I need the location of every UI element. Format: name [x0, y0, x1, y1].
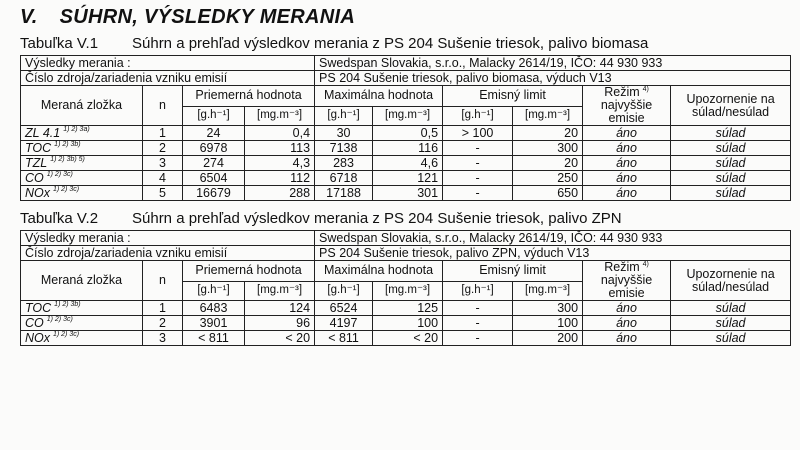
cell-max-gh: 7138 [315, 141, 373, 156]
info-row [21, 71, 791, 86]
component-name [21, 331, 143, 346]
table-caption [20, 35, 790, 52]
cell-max-mg: 121 [373, 171, 443, 186]
component-footnote: 1) 2) 3b) 5) [50, 156, 85, 163]
cell-max-mg: 116 [373, 141, 443, 156]
info-value: PS 204 Sušenie triesok, palivo biomasa, výduch V13 [315, 71, 791, 86]
cell-status: súlad [671, 156, 791, 171]
header-regime [583, 261, 671, 301]
unit-mgm: [mg.m⁻³] [373, 106, 443, 125]
header-regime-title: Režim [604, 85, 640, 99]
cell-avg-gh: 274 [183, 156, 245, 171]
cell-max-mg: 301 [373, 186, 443, 201]
table-caption-text: Súhrn a prehľad výsledkov merania z PS 204 Sušenie triesok, palivo ZPN [132, 210, 622, 227]
cell-avg-gh: 6978 [183, 141, 245, 156]
cell-regime: áno [583, 316, 671, 331]
unit-mgm: [mg.m⁻³] [245, 106, 315, 125]
info-label: Výsledky merania : [21, 56, 315, 71]
header-n: n [143, 261, 183, 301]
unit-gh: [g.h⁻¹] [183, 106, 245, 125]
component-footnote: 1) 2) 3c) [46, 171, 73, 178]
cell-max-gh: < 811 [315, 331, 373, 346]
table-row [21, 156, 791, 171]
header-regime-note: 4) [642, 86, 649, 93]
cell-limit-mg: 20 [513, 156, 583, 171]
table-label: Tabuľka V.2 [20, 210, 99, 227]
info-value: PS 204 Sušenie triesok, palivo ZPN, výduch V13 [315, 246, 791, 261]
cell-limit-mg: 300 [513, 141, 583, 156]
cell-n: 4 [143, 171, 183, 186]
info-row [21, 246, 791, 261]
info-label: Číslo zdroja/zariadenia vzniku emisií [21, 71, 315, 86]
unit-gh: [g.h⁻¹] [315, 106, 373, 125]
cell-limit-gh: - [443, 141, 513, 156]
info-label: Výsledky merania : [21, 231, 315, 246]
cell-status: súlad [671, 171, 791, 186]
cell-max-mg: 4,6 [373, 156, 443, 171]
component-name [21, 126, 143, 141]
cell-regime: áno [583, 156, 671, 171]
cell-avg-mg: 0,4 [245, 126, 315, 141]
component-label: CO [25, 171, 44, 185]
cell-status: súlad [671, 331, 791, 346]
header-limit: Emisný limit [443, 261, 583, 282]
cell-limit-gh: - [443, 186, 513, 201]
cell-avg-gh: 3901 [183, 316, 245, 331]
cell-max-mg: 100 [373, 316, 443, 331]
cell-max-gh: 4197 [315, 316, 373, 331]
header-maximum: Maximálna hodnota [315, 86, 443, 107]
cell-limit-gh: - [443, 316, 513, 331]
results-table [20, 230, 791, 346]
cell-regime: áno [583, 331, 671, 346]
component-label: TOC [25, 301, 52, 315]
table-row [21, 141, 791, 156]
cell-limit-gh: - [443, 171, 513, 186]
component-label: TZL [25, 156, 48, 170]
info-value: Swedspan Slovakia, s.r.o., Malacky 2614/19, IČO: 44 930 933 [315, 56, 791, 71]
header-row [21, 261, 791, 282]
table-label: Tabuľka V.1 [20, 35, 99, 52]
component-name [21, 156, 143, 171]
cell-avg-mg: 113 [245, 141, 315, 156]
component-name [21, 171, 143, 186]
cell-regime: áno [583, 141, 671, 156]
cell-status: súlad [671, 301, 791, 316]
table-row [21, 301, 791, 316]
cell-avg-mg: 112 [245, 171, 315, 186]
component-footnote: 1) 2) 3c) [46, 316, 73, 323]
cell-regime: áno [583, 186, 671, 201]
cell-avg-gh: 6504 [183, 171, 245, 186]
cell-n: 1 [143, 301, 183, 316]
header-average: Priemerná hodnota [183, 261, 315, 282]
table-row [21, 171, 791, 186]
unit-gh: [g.h⁻¹] [315, 281, 373, 300]
cell-regime: áno [583, 126, 671, 141]
table-row [21, 126, 791, 141]
component-footnote: 1) 2) 3c) [53, 186, 80, 193]
table-caption-text: Súhrn a prehľad výsledkov merania z PS 204 Sušenie triesok, palivo biomasa [132, 35, 649, 52]
info-label: Číslo zdroja/zariadenia vzniku emisií [21, 246, 315, 261]
cell-n: 3 [143, 156, 183, 171]
cell-n: 3 [143, 331, 183, 346]
unit-gh: [g.h⁻¹] [443, 281, 513, 300]
cell-max-gh: 283 [315, 156, 373, 171]
unit-mgm: [mg.m⁻³] [513, 106, 583, 125]
component-footnote: 1) 2) 3b) [54, 141, 81, 148]
component-footnote: 1) 2) 3c) [53, 331, 80, 338]
component-footnote: 1) 2) 3a) [63, 126, 90, 133]
header-regime-title: Režim [604, 260, 640, 274]
cell-n: 5 [143, 186, 183, 201]
cell-limit-mg: 250 [513, 171, 583, 186]
cell-regime: áno [583, 301, 671, 316]
unit-gh: [g.h⁻¹] [443, 106, 513, 125]
cell-limit-gh: > 100 [443, 126, 513, 141]
header-warning: Upozornenie na súlad/nesúlad [671, 261, 791, 301]
header-row [21, 86, 791, 107]
cell-n: 2 [143, 316, 183, 331]
cell-limit-gh: - [443, 156, 513, 171]
table-row [21, 316, 791, 331]
cell-limit-gh: - [443, 301, 513, 316]
cell-limit-mg: 650 [513, 186, 583, 201]
header-component: Meraná zložka [21, 261, 143, 301]
header-component: Meraná zložka [21, 86, 143, 126]
cell-max-mg: 0,5 [373, 126, 443, 141]
header-n: n [143, 86, 183, 126]
header-regime [583, 86, 671, 126]
unit-gh: [g.h⁻¹] [183, 281, 245, 300]
cell-regime: áno [583, 171, 671, 186]
component-label: CO [25, 316, 44, 330]
unit-mgm: [mg.m⁻³] [245, 281, 315, 300]
table-row [21, 331, 791, 346]
table-row [21, 186, 791, 201]
unit-mgm: [mg.m⁻³] [513, 281, 583, 300]
cell-max-gh: 17188 [315, 186, 373, 201]
cell-n: 1 [143, 126, 183, 141]
component-name [21, 316, 143, 331]
section-heading [20, 6, 790, 29]
section-number: V. [20, 6, 38, 28]
component-name [21, 301, 143, 316]
cell-avg-gh: 6483 [183, 301, 245, 316]
cell-status: súlad [671, 186, 791, 201]
header-regime-rest: najvyššie emisie [600, 98, 653, 125]
cell-avg-gh: 16679 [183, 186, 245, 201]
component-label: TOC [25, 141, 52, 155]
component-name [21, 186, 143, 201]
header-average: Priemerná hodnota [183, 86, 315, 107]
cell-max-mg: 125 [373, 301, 443, 316]
cell-status: súlad [671, 316, 791, 331]
cell-max-gh: 30 [315, 126, 373, 141]
section-title: SÚHRN, VÝSLEDKY MERANIA [59, 6, 356, 28]
table-caption [20, 210, 790, 227]
cell-max-mg: < 20 [373, 331, 443, 346]
cell-avg-mg: 4,3 [245, 156, 315, 171]
unit-mgm: [mg.m⁻³] [373, 281, 443, 300]
cell-avg-gh: 24 [183, 126, 245, 141]
cell-limit-gh: - [443, 331, 513, 346]
component-name [21, 141, 143, 156]
component-footnote: 1) 2) 3b) [54, 301, 81, 308]
header-limit: Emisný limit [443, 86, 583, 107]
cell-status: súlad [671, 126, 791, 141]
cell-avg-gh: < 811 [183, 331, 245, 346]
info-value: Swedspan Slovakia, s.r.o., Malacky 2614/19, IČO: 44 930 933 [315, 231, 791, 246]
cell-status: súlad [671, 141, 791, 156]
component-label: ZL 4.1 [25, 126, 61, 140]
cell-avg-mg: 288 [245, 186, 315, 201]
tables-container [20, 35, 790, 346]
component-label: NOx [25, 331, 50, 345]
header-warning: Upozornenie na súlad/nesúlad [671, 86, 791, 126]
results-table [20, 55, 791, 201]
header-regime-note: 4) [642, 261, 649, 268]
header-regime-rest: najvyššie emisie [600, 273, 653, 300]
info-row [21, 231, 791, 246]
cell-limit-mg: 300 [513, 301, 583, 316]
component-label: NOx [25, 186, 50, 200]
info-row [21, 56, 791, 71]
cell-limit-mg: 20 [513, 126, 583, 141]
cell-n: 2 [143, 141, 183, 156]
header-maximum: Maximálna hodnota [315, 261, 443, 282]
cell-limit-mg: 100 [513, 316, 583, 331]
cell-max-gh: 6524 [315, 301, 373, 316]
cell-max-gh: 6718 [315, 171, 373, 186]
cell-avg-mg: 124 [245, 301, 315, 316]
cell-avg-mg: < 20 [245, 331, 315, 346]
cell-avg-mg: 96 [245, 316, 315, 331]
cell-limit-mg: 200 [513, 331, 583, 346]
